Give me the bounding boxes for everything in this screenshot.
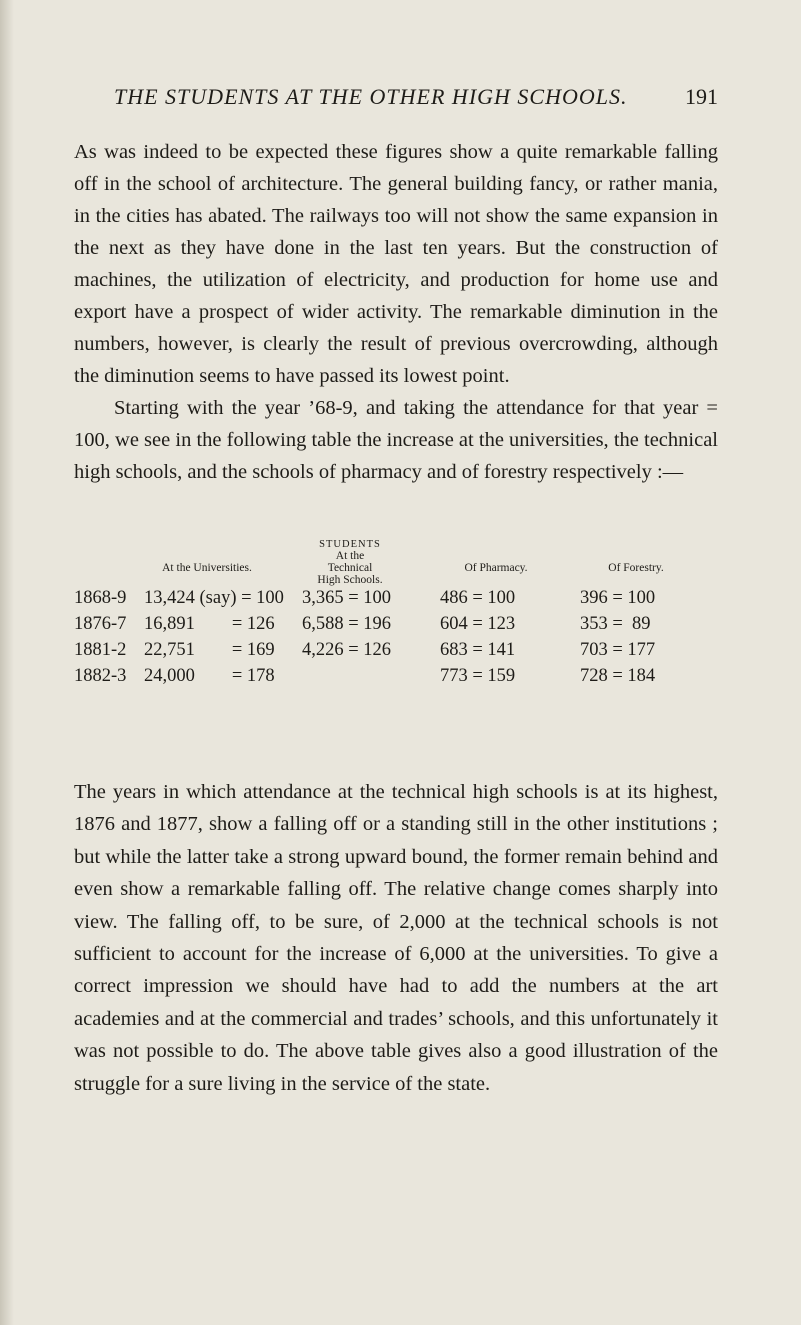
text-before-table [74, 136, 718, 488]
cell-year: 1882-3 [74, 666, 127, 686]
running-head: THE STUDENTS AT THE OTHER HIGH SCHOOLS. [114, 84, 628, 109]
table-group-heading: STUDENTS [319, 539, 381, 550]
header-forestry: Of Forestry. [608, 562, 664, 574]
cell-pharmacy: 773 = 159 [440, 666, 516, 686]
header-pharmacy: Of Pharmacy. [464, 562, 528, 574]
cell-pharmacy: 486 = 100 [440, 588, 516, 608]
page-header [114, 84, 718, 116]
header-technical: At the Technical High Schools. [317, 550, 383, 586]
cell-forestry: 396 = 100 [580, 588, 656, 608]
page-number: 191 [685, 84, 718, 109]
cell-universities: 13,424 (say) = 100 [144, 588, 284, 608]
table-row [74, 666, 724, 690]
cell-forestry: 703 = 177 [580, 640, 656, 660]
attendance-table [74, 538, 724, 768]
cell-pharmacy: 683 = 141 [440, 640, 516, 660]
text-after-table [74, 776, 718, 1100]
table-row [74, 614, 724, 638]
cell-technical: 3,365 = 100 [302, 588, 392, 608]
table-row [74, 588, 724, 612]
paragraph: As was indeed to be expected these figures show a quite remarkable falling off in the school of architecture. The general building fancy, or rather mania, in the cities has abated. The railways too will not show the same expansion in the next as they have done in the last ten years. But the construction of machines, the utilization of electricity, and production for home use and export have a prospect of wider activity. The remarkable diminution in the numbers, however, is clearly the result of previous overcrowding, although the diminution seems to have passed its lowest point. [74, 141, 718, 387]
paragraph: Starting with the year ’68-9, and taking the attendance for that year = 100, we see in the following table the increase at the universities, the technical high schools, and the schools of pharmacy and of forestry respectively :— [74, 397, 718, 483]
cell-universities: 16,891 = 126 [144, 614, 275, 634]
cell-year: 1881-2 [74, 640, 127, 660]
cell-year: 1868-9 [74, 588, 127, 608]
cell-forestry: 728 = 184 [580, 666, 656, 686]
cell-technical: 4,226 = 126 [302, 640, 392, 660]
cell-year: 1876-7 [74, 614, 127, 634]
header-universities: At the Universities. [162, 562, 252, 574]
page-edge-shadow [0, 0, 14, 1325]
paragraph: The years in which attendance at the technical high schools is at its highest, 1876 and 1877, show a falling off or a standing still in the other institutions ; but while the latter take a strong upward bound, the former remain behind and even show a remarkable falling off. The relative change comes sharply into view. The falling off, to be sure, of 2,000 at the technical schools is not sufficient to account for the increase of 6,000 at the universities. To give a correct impression we should have had to add the numbers at the art academies and at the commercial and trades’ schools, and this unfortunately it was not possible to do. The above table gives also a good illustration of the struggle for a sure living in the service of the state. [74, 781, 718, 1095]
cell-pharmacy: 604 = 123 [440, 614, 516, 634]
table-row [74, 640, 724, 664]
cell-universities: 22,751 = 169 [144, 640, 275, 660]
cell-technical: 6,588 = 196 [302, 614, 392, 634]
cell-forestry: 353 = 89 [580, 614, 651, 634]
cell-universities: 24,000 = 178 [144, 666, 275, 686]
